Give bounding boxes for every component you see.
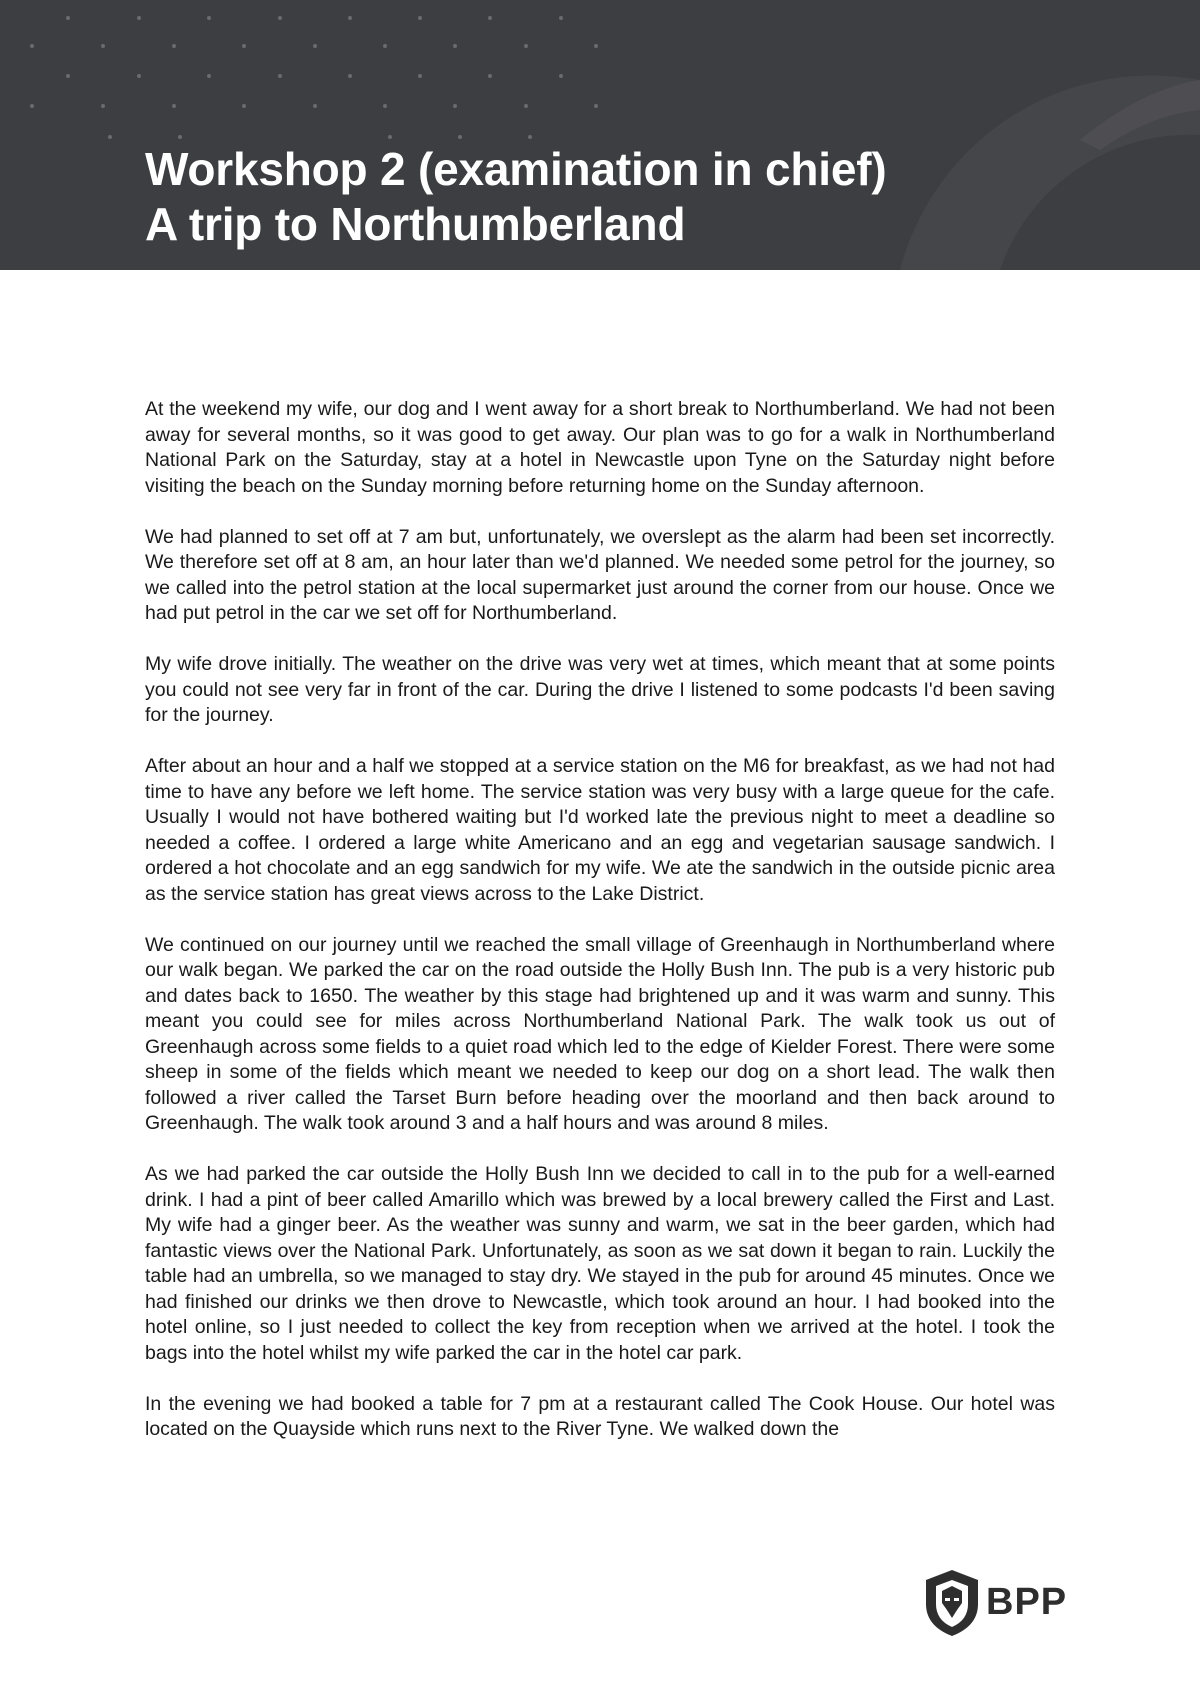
page-title xyxy=(145,142,886,252)
title-line-1: Workshop 2 (examination in chief) xyxy=(145,143,887,195)
paragraph: As we had parked the car outside the Holly Bush Inn we decided to call in to the pub for a well-earned drink. I had a pint of beer called Amarillo which was brewed by a local brewery called the First and Last. My wife had a ginger beer. As the weather was sunny and warm, we sat in the beer garden, which had fantastic views over the National Park. Unfortunately, as soon as we sat down it began to rain. Luckily the table had an umbrella, so we managed to stay dry. We stayed in the pub for around 45 minutes. Once we had finished our drinks we then drove to Newcastle, which took around an hour. I had booked into the hotel online, so I just needed to collect the key from reception when we arrived at the hotel. I took the bags into the hotel whilst my wife parked the car in the hotel car park. xyxy=(145,1163,1055,1364)
lion-shield-icon xyxy=(922,1568,982,1638)
paragraph: After about an hour and a half we stopped at a service station on the M6 for breakfast, as we had not had time to have any before we left home. The service station was very busy with a large queue for the cafe. Usually I would not have bothered waiting but I'd worked late the previous night to meet a deadline so needed a coffee. I ordered a large white Americano and an egg and vegetarian sausage sandwich. I ordered a hot chocolate and an egg sandwich for my wife. We ate the sandwich in the outside picnic area as the service station has great views across to the Lake District. xyxy=(145,755,1055,905)
paragraph: We had planned to set off at 7 am but, unfortunately, we overslept as the alarm had been set incorrectly. We therefore set off at 8 am, an hour later than we'd planned. We needed some petrol for the journey, so we called into the petrol station at the local supermarket just around the corner from our house. Once we had put petrol in the car we set off for Northumberland. xyxy=(145,525,1055,624)
paragraph: We continued on our journey until we reached the small village of Greenhaugh in Northumberland where our walk began. We parked the car on the road outside the Holly Bush Inn. The pub is a very historic pub and dates back to 1650. The weather by this stage had brightened up and it was warm and sunny. This meant you could see for miles across Northumberland National Park. The walk took us out of Greenhaugh across some fields to a quiet road which led to the edge of Kielder Forest. There were some sheep in some of the fields which meant we needed to keep our dog on a short lead. The walk then followed a river called the Tarset Burn before heading over the moorland and then back around to Greenhaugh. The walk took around 3 and a half hours and was around 8 miles. xyxy=(145,933,1055,1134)
paragraph: At the weekend my wife, our dog and I went away for a short break to Northumberland. We had not been away for several months, so it was good to get away. Our plan was to go for a walk in Northumberland National Park on the Saturday, stay at a hotel in Newcastle upon Tyne on the Saturday night before visiting the beach on the Sunday morning before returning home on the Sunday afternoon. xyxy=(145,398,1055,497)
bpp-logo xyxy=(922,1568,1068,1638)
document-body xyxy=(145,397,1055,1468)
logo-wordmark: BPP xyxy=(986,1581,1068,1623)
paragraph: In the evening we had booked a table for 7 pm at a restaurant called The Cook House. Our hotel was located on the Quayside which runs next to the River Tyne. We walked down the xyxy=(145,1392,1055,1440)
title-line-2: A trip to Northumberland xyxy=(145,198,686,250)
header-banner xyxy=(0,0,1200,270)
paragraph: My wife drove initially. The weather on the drive was very wet at times, which meant that at some points you could not see very far in front of the car. During the drive I listened to some podcasts I'd been saving for the journey. xyxy=(145,653,1055,726)
